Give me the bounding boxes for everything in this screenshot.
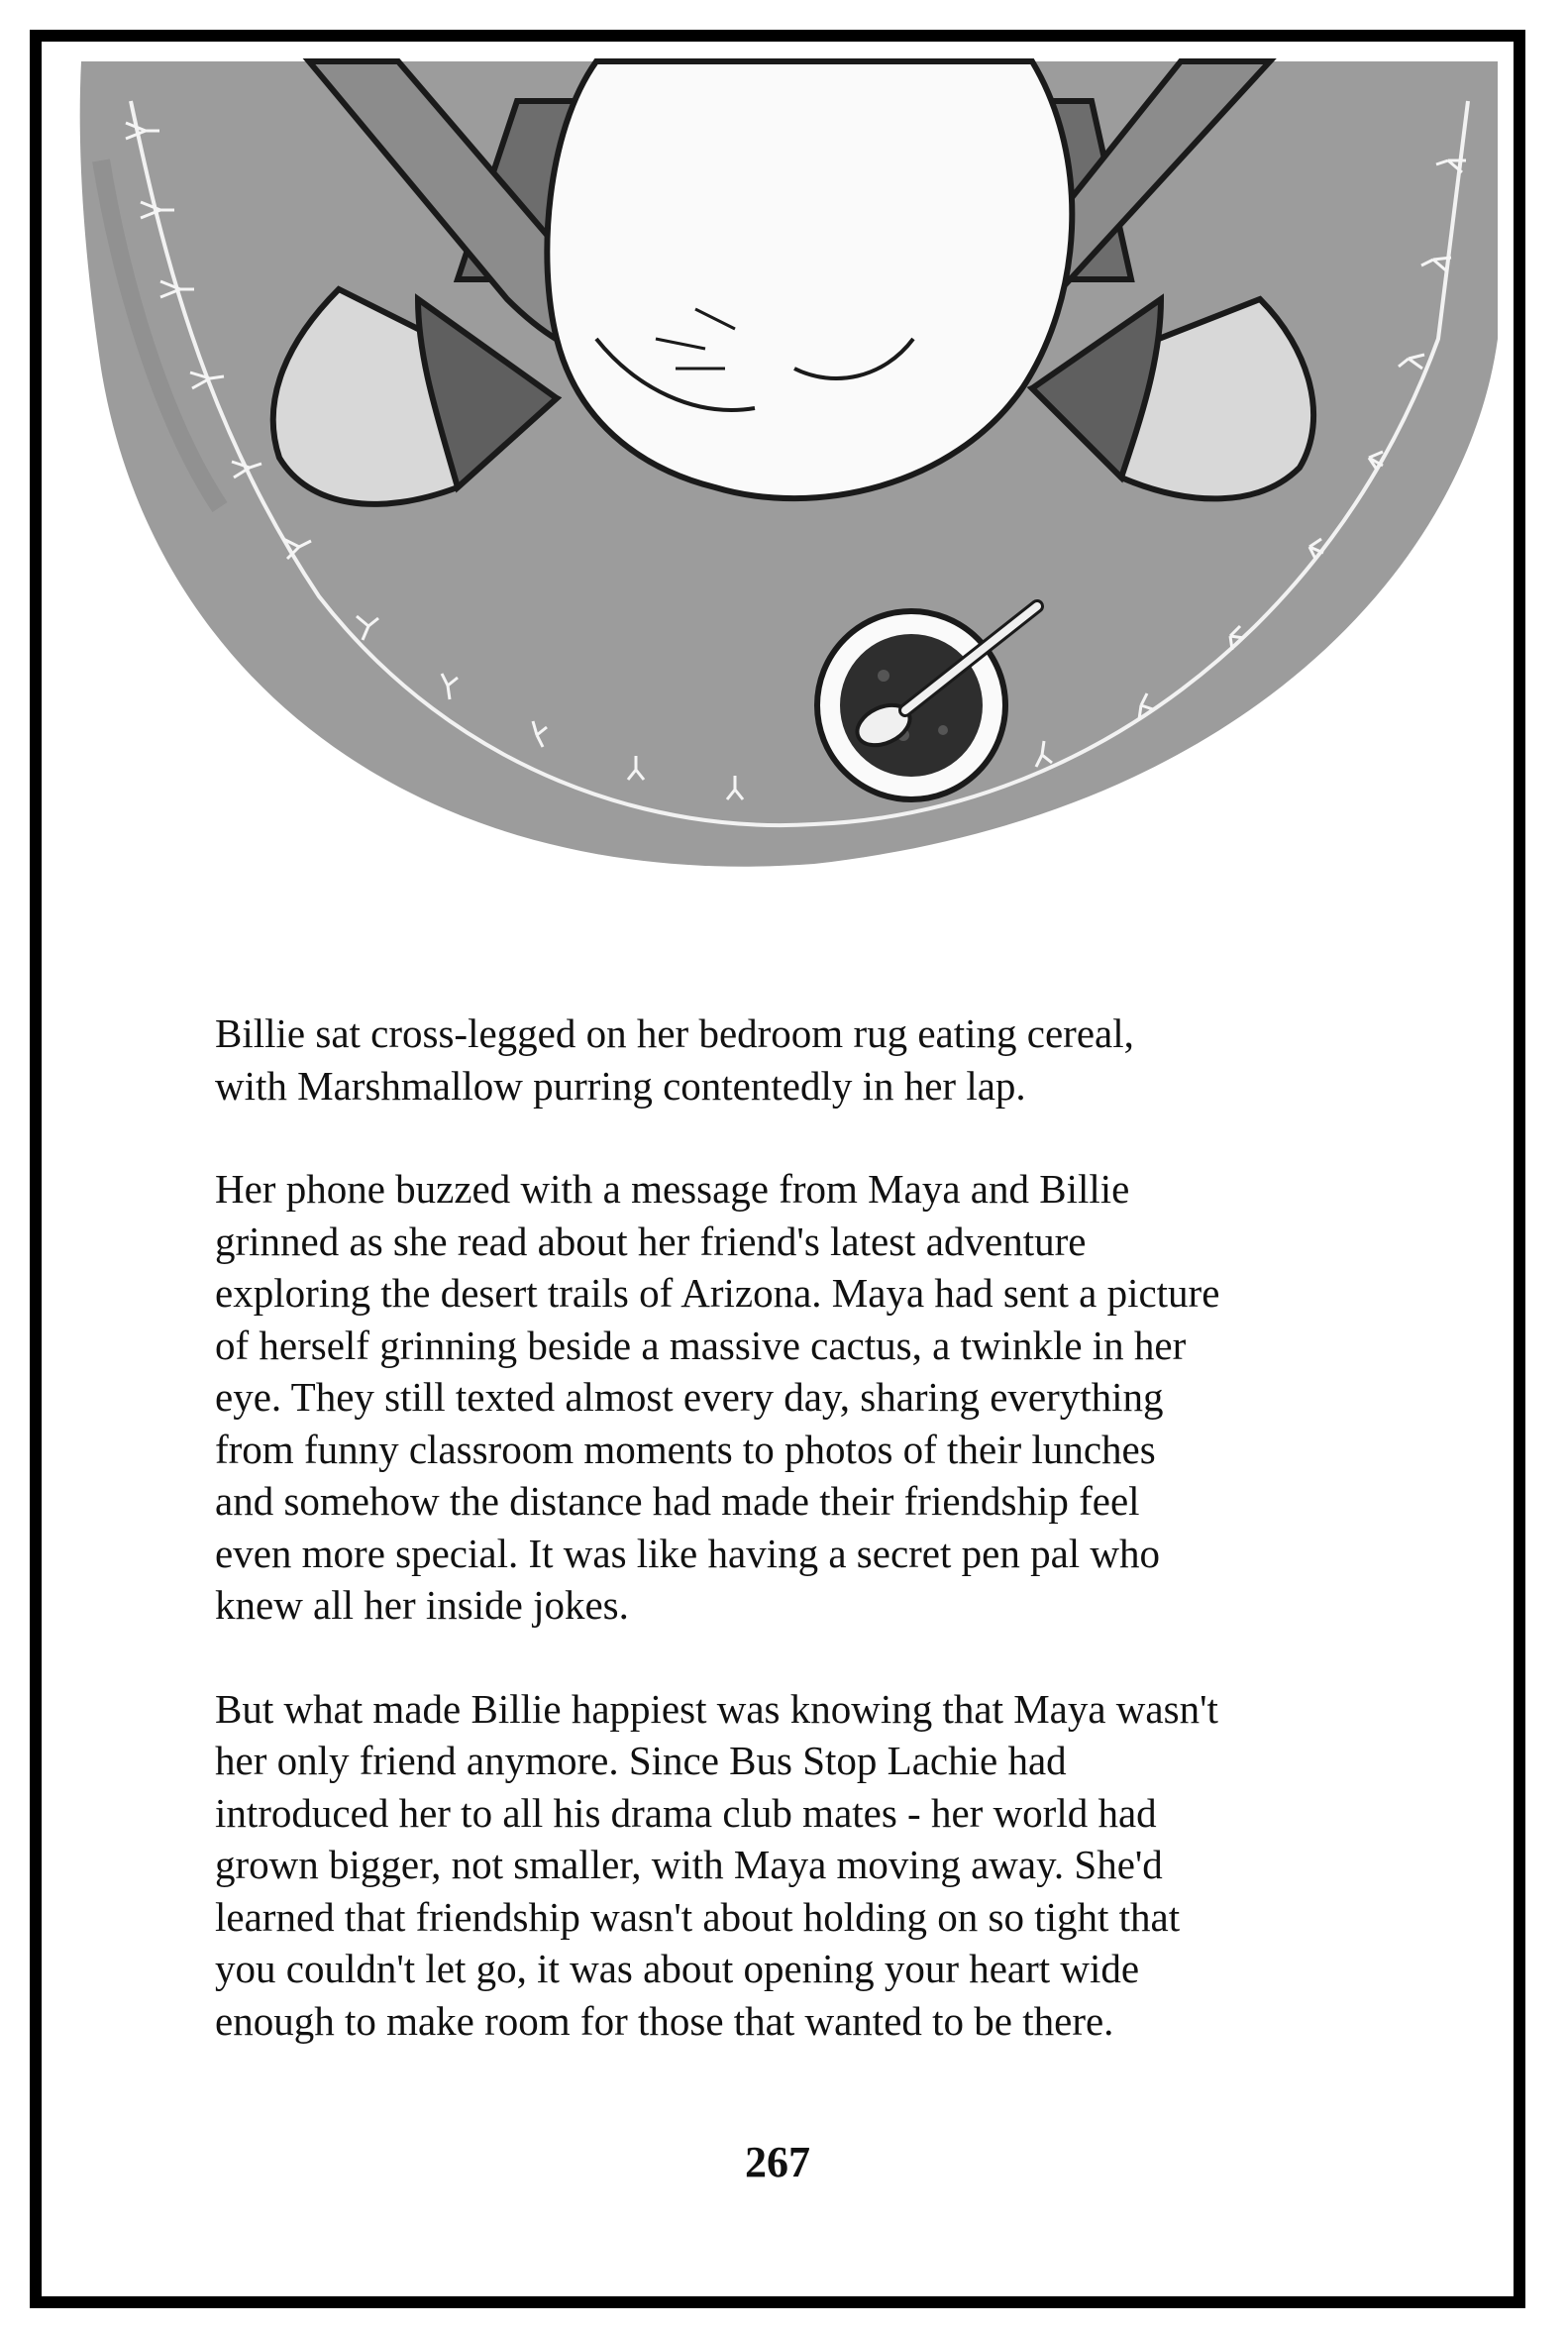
page-frame [30,30,1525,2308]
paragraph-1: Billie sat cross-legged on her bedroom rug eating cereal, with Marshmallow purring contentedly in her lap. [215,1010,1134,1109]
girl-with-cat-illustration [42,42,1514,933]
story-text [215,1007,1404,2098]
page-number: 267 [745,2138,810,2186]
paragraph-2: Her phone buzzed with a message from Maya and Billie grinned as she read about her friend's latest adventure exploring the desert trails of Arizona. Maya had sent a picture of herself grinning beside a massive cactus, a twinkle in her eye. They still texted almost every day, sharing everything from funny classroom moments to photos of their lunches and somehow the distance had made their friendship feel even more special. It was like having a secret pen pal who knew all her inside jokes. [215,1166,1220,1628]
paragraph-3: But what made Billie happiest was knowing that Maya wasn't her only friend anymore. Since Bus Stop Lachie had introduced her to all his drama club mates - her world had grown bigger, not smaller, with Maya moving away. She'd learned that friendship wasn't about holding on so tight that you couldn't let go, it was about opening your heart wide enough to make room for those that wanted to be there. [215,1685,1218,2044]
